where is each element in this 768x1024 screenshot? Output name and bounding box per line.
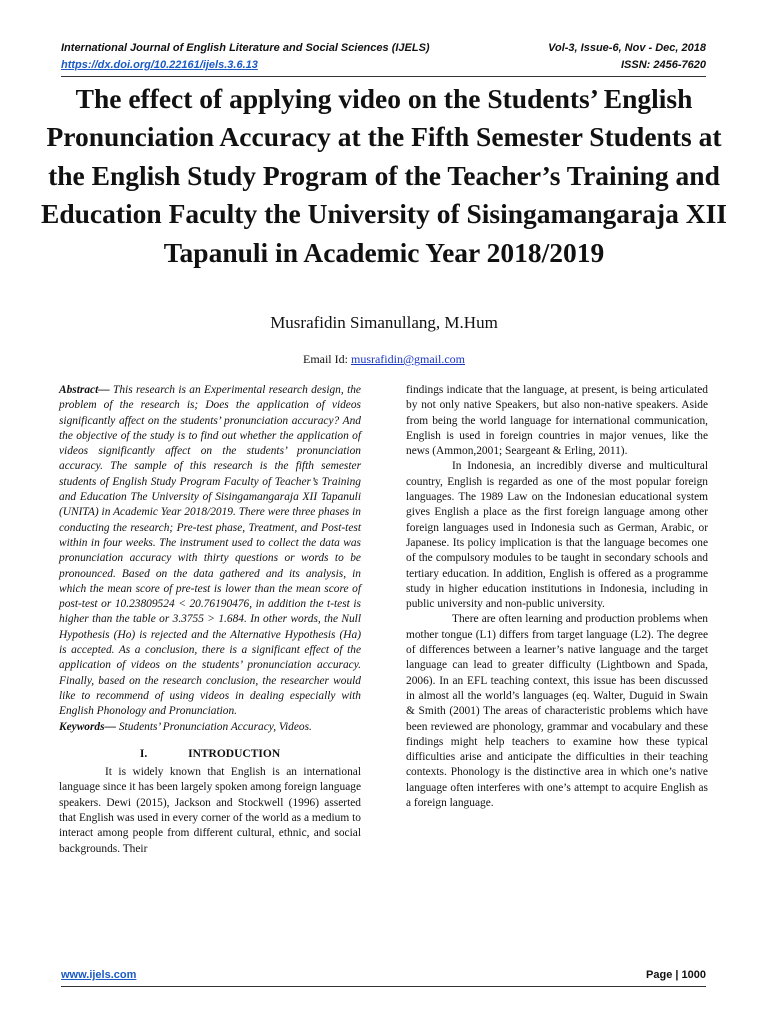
section-number: I. — [139, 747, 148, 760]
keywords — [59, 720, 361, 735]
volume-info: Vol-3, Issue-6, Nov - Dec, 2018 — [548, 42, 706, 54]
page-number: Page | 1000 — [646, 969, 706, 981]
footer-site-link[interactable]: www.ijels.com — [61, 969, 137, 981]
email-link[interactable]: musrafidin@gmail.com — [350, 352, 466, 366]
intro-paragraph: It is widely known that English is an international language since it has been largely spoken among foreign language speakers. Dewi (2015), Jackson and Stockwell (1996) asserted that English was used in every corner of the world as a medium to interact among people from different cultural, ethnic, and social backgrounds. Their — [59, 766, 361, 855]
author-name: Musrafidin Simanullang, M.Hum — [270, 313, 498, 332]
keywords-text: Students’ Pronunciation Accuracy, Videos. — [118, 720, 312, 733]
body-paragraph: There are often learning and production problems when mother tongue (L1) differs from target language (L2). The degree of differences between a learner’s native language and the target language can lead to greater difficulty (Lightbown and Spada, 2006). In an EFL teaching context, this issue has been discussed in almost all the world’s languages (eq. Walter, Duguid in Swain & Smith (2001) The areas of characteristic problems which have been reviewed are phonology, grammar and vocabulary and these findings might help teachers to examine how these typical difficulties arise and anticipate the difficulties in their teaching contexts. Phonology is the distinctive area in which one’s native language often interferes with one’s attempt to acquire English as a foreign language. — [406, 613, 708, 810]
keywords-label: Keywords— — [59, 720, 116, 733]
left-column — [59, 383, 361, 857]
section-title: INTRODUCTION — [188, 747, 281, 760]
abstract — [59, 383, 361, 720]
footer-divider — [61, 986, 706, 987]
body-paragraph: findings indicate that the language, at present, is being articulated by not only native Speakers, but also non-native speakers. Aside from being the world language for international communication, English is used in foreign countries in major venues, like the news (Ammon,2001; Seargeant & Erling, 2011). — [406, 384, 708, 458]
right-column — [406, 383, 708, 811]
author-email — [0, 352, 768, 367]
email-label: Email Id: — [302, 352, 348, 366]
abstract-label: Abstract— — [59, 384, 110, 396]
paper-title: The effect of applying video on the Students’ English Pronunciation Accuracy at the Fifth Semester Students at the English Study Program of the Teacher’s Training and Education Faculty the University of Sisingamangaraja XII Tapanuli in Academic Year 2018/2019 — [41, 83, 727, 268]
header-divider — [61, 76, 706, 77]
doi-link[interactable]: https://dx.doi.org/10.22161/ijels.3.6.13 — [61, 59, 258, 71]
issn: ISSN: 2456-7620 — [621, 59, 706, 71]
section-heading — [59, 747, 361, 762]
journal-name: International Journal of English Literature and Social Sciences (IJELS) — [61, 42, 430, 54]
body-paragraph: In Indonesia, an incredibly diverse and multicultural country, English is regarded as one of the most popular foreign languages. The 1989 Law on the Indonesian educational system gives English a place as the first foreign language among other foreign languages used in Indonesia such as German, Arabic, or Japanese. Its policy implication is that the language becomes one of the compulsory modules to be taught in secondary schools and tertiary education. In addition, English is offered as a programme study in higher education institutions in Indonesia, including in public university and non-public university. — [406, 460, 708, 611]
abstract-text: This research is an Experimental research design, the problem of the research is; Does the application of videos significantly affect on the students’ pronunciation accuracy? And the objective of the study is to find out whether the application of videos significantly affect on the students’ pronunciation accuracy. The sample of this research is the fifth semester students of English Study Program Faculty of Teacher’s Training and Education The University of Sisingamangaraja XII Tapanuli (UNITA) in Academic Year 2018/2019. There were three phases in conducting the research; Pre-test phase, Treatment, and Post-test within in four weeks. The instrument used to collect the data was pronunciation accuracy with thirty questions or words to be pronounced. Based on the data gathered and its analysis, in which the mean score of pre-test is lower than the mean score of post-test or 10.23809524 < 20.76190476, in addition the t-test is higher than the table or 3.3755 > 1.684. In other words, the Null Hypothesis (Ho) is rejected and the Alternative Hypothesis (Ha) is accepted. As a conclusion, there is a significant effect of the application of videos on the students’ pronunciation accuracy. Finally, based on the research conclusion, the researcher would like to recommend of using videos in dealing especially with English Phonology and Pronunciation. — [59, 384, 361, 718]
